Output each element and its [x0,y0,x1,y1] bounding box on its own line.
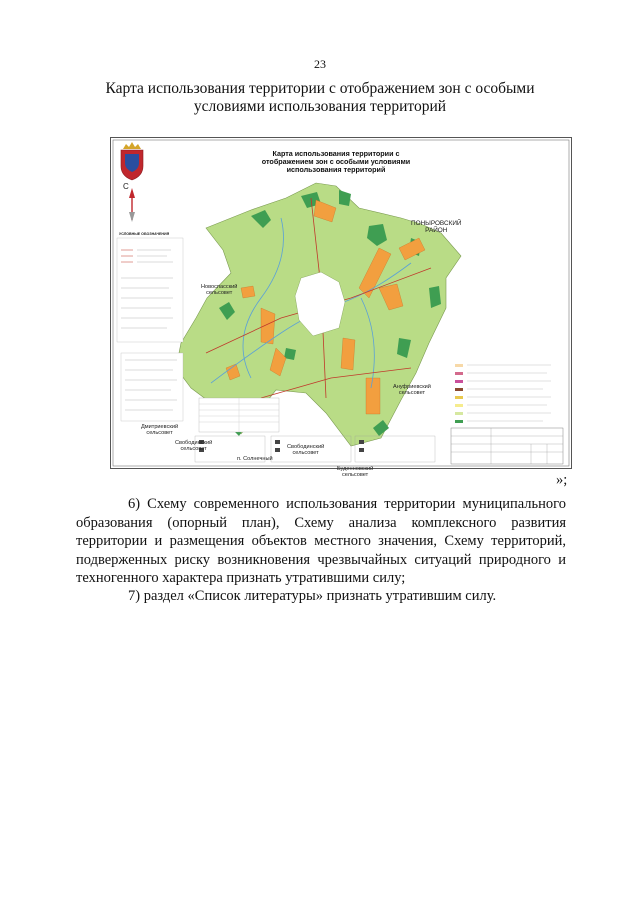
page-number: 23 [314,57,326,71]
map-drawing [111,138,571,468]
document-title: Карта использования территории с отображением зон с особыми условиями использования территорий [105,80,535,115]
label-ponyrovsky: ПОНЫРОВСКИЙ РАЙОН [411,220,462,235]
label-novosposky: Новоспасский сельсовет [201,284,238,297]
closing-quote: »; [556,472,568,488]
compass-letter: С [123,182,129,191]
map-image [110,137,572,479]
legend-left [117,238,183,421]
compass-icon [129,188,135,222]
coat-of-arms-icon [121,142,143,180]
label-svobodinsky-2: Свободинский сельсовет [287,444,325,457]
label-solnechny: п. Солнечный [237,456,273,462]
paragraph-6: 6) Схему современного использования территории муниципального образования (опорный план), Схему анализа комплексного развития территории и размещения объектов местного значения, Схему территорий, подверженных риску возникновения чрезвычайных ситуаций природного и техногенного характера признать утратившими силу; [76,496,566,586]
label-anufrievsky: Ануфриевский сельсовет [393,384,431,397]
paragraph-7: 7) раздел «Список литературы» признать утратившим силу. [128,588,497,604]
legend-heading: УСЛОВНЫЕ ОБОЗНАЧЕНИЯ [119,232,170,236]
label-dmitrievsky: Дмитриевский сельсовет [141,424,179,437]
legend-right [451,364,563,464]
map-title: Карта использования территории с отображением зон с особыми условиями использования территорий [261,149,411,175]
label-budennovsky: Буденновский сельсовет [337,466,374,479]
label-svobodinsky: Свободинский сельсовет [175,440,213,453]
